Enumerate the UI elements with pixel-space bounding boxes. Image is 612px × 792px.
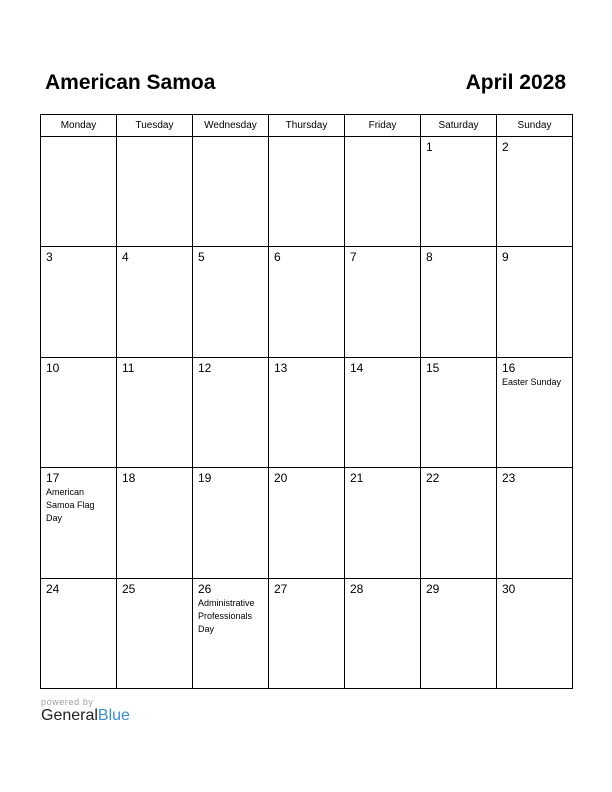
day-cell (345, 137, 421, 247)
day-cell (345, 357, 421, 467)
weekday-header: Tuesday (117, 115, 193, 137)
holiday-label: Administrative Professionals Day (198, 597, 255, 634)
day-cell (269, 247, 345, 357)
day-cell (421, 468, 497, 578)
day-number: 18 (122, 471, 136, 486)
day-number (41, 137, 116, 140)
day-number: 26 (198, 581, 212, 596)
day-number: 12 (198, 360, 212, 375)
generalblue-logo (41, 707, 130, 725)
day-cell (117, 578, 193, 688)
week-row (41, 578, 573, 688)
day-number: 23 (502, 471, 516, 486)
day-number: 2 (502, 140, 509, 154)
weekday-header: Thursday (269, 115, 345, 137)
day-number: 10 (46, 360, 60, 375)
day-cell (193, 137, 269, 247)
day-cell (497, 357, 573, 467)
weekday-header: Friday (345, 115, 421, 137)
day-number: 28 (350, 581, 364, 596)
day-cell (193, 468, 269, 578)
day-cell (193, 247, 269, 357)
day-cell (421, 357, 497, 467)
day-number: 8 (426, 250, 433, 265)
day-number: 3 (46, 250, 53, 265)
day-number: 19 (198, 471, 212, 486)
day-cell (117, 137, 193, 247)
week-row (41, 137, 573, 247)
day-number: 14 (350, 360, 364, 375)
day-cell (421, 137, 497, 247)
day-number: 24 (46, 581, 60, 596)
weekday-header: Saturday (421, 115, 497, 137)
weekday-header: Sunday (497, 115, 573, 137)
day-number (345, 137, 420, 140)
day-cell (41, 247, 117, 357)
country-title: American Samoa (45, 71, 216, 94)
day-cell (269, 468, 345, 578)
holiday-label: American Samoa Flag Day (46, 487, 95, 524)
day-cell (269, 357, 345, 467)
day-number: 11 (122, 360, 135, 375)
day-number: 21 (350, 471, 364, 486)
day-cell (41, 137, 117, 247)
day-cell (269, 578, 345, 688)
day-cell (497, 137, 573, 247)
day-number (193, 137, 268, 140)
brand-blue: Blue (97, 707, 130, 724)
day-cell (345, 247, 421, 357)
day-number: 27 (274, 581, 288, 596)
day-cell (41, 357, 117, 467)
day-number: 25 (122, 581, 136, 596)
month-title: April 2028 (465, 71, 566, 94)
day-number: 15 (426, 360, 440, 375)
day-number (117, 137, 192, 140)
day-number: 22 (426, 471, 440, 486)
day-cell (41, 578, 117, 688)
day-cell (117, 357, 193, 467)
day-cell (345, 468, 421, 578)
holiday-label: Easter Sunday (502, 376, 562, 387)
day-number (269, 137, 344, 140)
week-row (41, 357, 573, 467)
day-cell (41, 468, 117, 578)
day-number: 4 (122, 250, 129, 265)
day-cell (421, 578, 497, 688)
day-cell (497, 247, 573, 357)
brand-general: General (41, 707, 98, 724)
day-number: 17 (46, 471, 60, 486)
day-number: 5 (198, 250, 205, 265)
day-cell (345, 578, 421, 688)
day-number: 6 (274, 250, 281, 265)
day-number: 16 (502, 360, 516, 375)
powered-by-label: powered by (41, 697, 94, 707)
weekday-header: Wednesday (193, 115, 269, 137)
calendar-grid (40, 114, 573, 689)
day-number: 1 (426, 140, 433, 154)
day-number: 9 (502, 250, 509, 265)
day-cell (497, 578, 573, 688)
day-number: 29 (426, 581, 440, 596)
week-row (41, 468, 573, 578)
footer-branding (41, 697, 130, 725)
day-number: 13 (274, 360, 288, 375)
day-cell (497, 468, 573, 578)
day-cell (193, 578, 269, 688)
weekday-header-row (41, 115, 573, 137)
day-number: 20 (274, 471, 288, 486)
day-cell (117, 468, 193, 578)
day-cell (193, 357, 269, 467)
day-number: 30 (502, 581, 516, 596)
day-cell (117, 247, 193, 357)
day-cell (269, 137, 345, 247)
week-row (41, 247, 573, 357)
weekday-header: Monday (41, 115, 117, 137)
day-number: 7 (350, 250, 357, 265)
day-cell (421, 247, 497, 357)
